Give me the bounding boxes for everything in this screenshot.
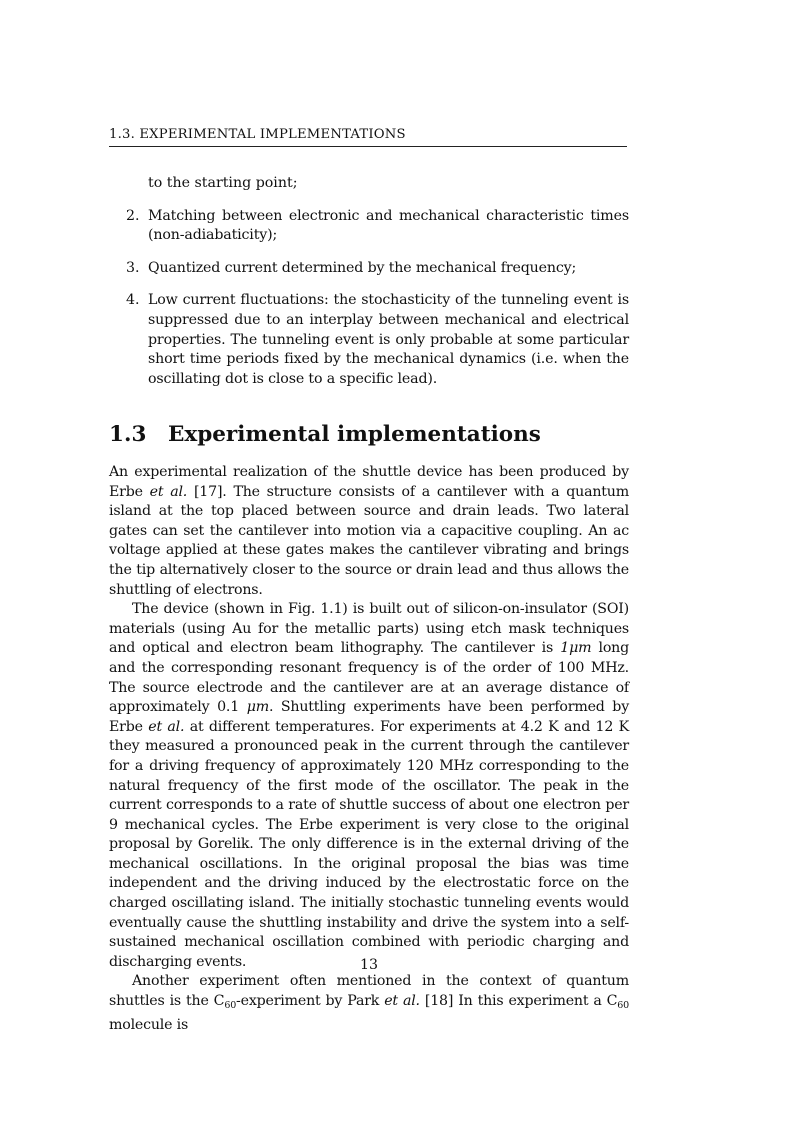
list-item (126, 207, 629, 246)
math-length: 1μm (560, 640, 592, 657)
text-run: -experiment by Park (236, 993, 385, 1010)
text-run: . Shuttling experiments have been performed by Erbe (109, 699, 630, 735)
list-item (126, 291, 629, 389)
paragraph (109, 463, 629, 600)
paragraph (109, 600, 629, 972)
header-rule (109, 146, 627, 147)
list-item (126, 259, 629, 279)
list-item-text: Matching between electronic and mechanical characteristic times (non-adiabaticity); (148, 207, 629, 244)
text-run: Another experiment often mentioned in the context of quantum shuttles is the C (109, 973, 629, 1010)
text-run: An experimental realization of the shuttle device has been produced by Erbe (109, 464, 629, 500)
citation-etal: et al. (149, 483, 188, 500)
subscript: 60 (617, 1000, 629, 1012)
citation-etal: et al. (148, 718, 185, 735)
list-continuation: to the starting point; (148, 175, 298, 191)
list-item-number: 4. (126, 292, 140, 309)
list-item-number: 2. (126, 207, 140, 224)
text-run: The device (shown in Fig. 1.1) is built out of silicon-on-insulator (SOI) materials (using Au for the metallic parts) using etch mask techniques and optical and electron beam lithography. The cantilever is (109, 601, 629, 657)
body-text (109, 463, 629, 1035)
text-run: molecule is (109, 1016, 189, 1033)
subscript: 60 (224, 1000, 237, 1012)
page-number: 13 (359, 957, 379, 973)
citation-etal: et al. (384, 993, 420, 1010)
section-title: Experimental implementations (168, 422, 541, 447)
enumerated-list (109, 174, 629, 389)
section-heading (109, 421, 629, 449)
text-run: [17]. The structure consists of a cantilever with a quantum island at the top placed between source and drain leads. Two lateral gates can set the cantilever into motion via a capacitive coupling. An ac voltage applied at these gates makes the cantilever vibrating and brings the tip alternatively closer to the source or drain lead and thus allows the shuttling of electrons. (109, 483, 629, 598)
text-run: long and the corresponding resonant frequency is of the order of 100 MHz. The source electrode and the cantilever are at an average distance of approximately 0.1 (109, 640, 630, 716)
list-item-number: 3. (126, 259, 140, 276)
list-item-text: Low current fluctuations: the stochasticity of the tunneling event is suppressed due to an interplay between mechanical and electrical properties. The tunneling event is only probable at some particular short time periods fixed by the mechanical dynamics (i.e. when the oscillating dot is close to a specific lead). (148, 292, 629, 387)
list-item-text: Quantized current determined by the mechanical frequency; (148, 259, 577, 276)
text-run: [18] In this experiment a C (419, 993, 618, 1010)
paragraph (109, 972, 629, 1035)
running-header: 1.3. EXPERIMENTAL IMPLEMENTATIONS (109, 127, 406, 142)
text-run: at different temperatures. For experiments at 4.2 K and 12 K they measured a pronounced peak in the current through the cantilever for a driving frequency of approximately 120 MHz corresponding to the natural frequency of the first mode of the oscillator. The peak in the current corresponds to a rate of shuttle success of about one electron per 9 mechanical cycles. The Erbe experiment is very close to the original proposal by Gorelik. The only difference is in the external driving of the mechanical oscillations. In the original proposal the bias was time independent and the driving induced by the electrostatic force on the charged oscillating island. The initially stochastic tunneling events would eventually cause the shuttling instability and drive the system into a self-sustained mechanical oscillation combined with periodic charging and discharging events. (109, 718, 629, 970)
math-unit: μm (246, 699, 269, 716)
section-number: 1.3 (109, 422, 147, 447)
